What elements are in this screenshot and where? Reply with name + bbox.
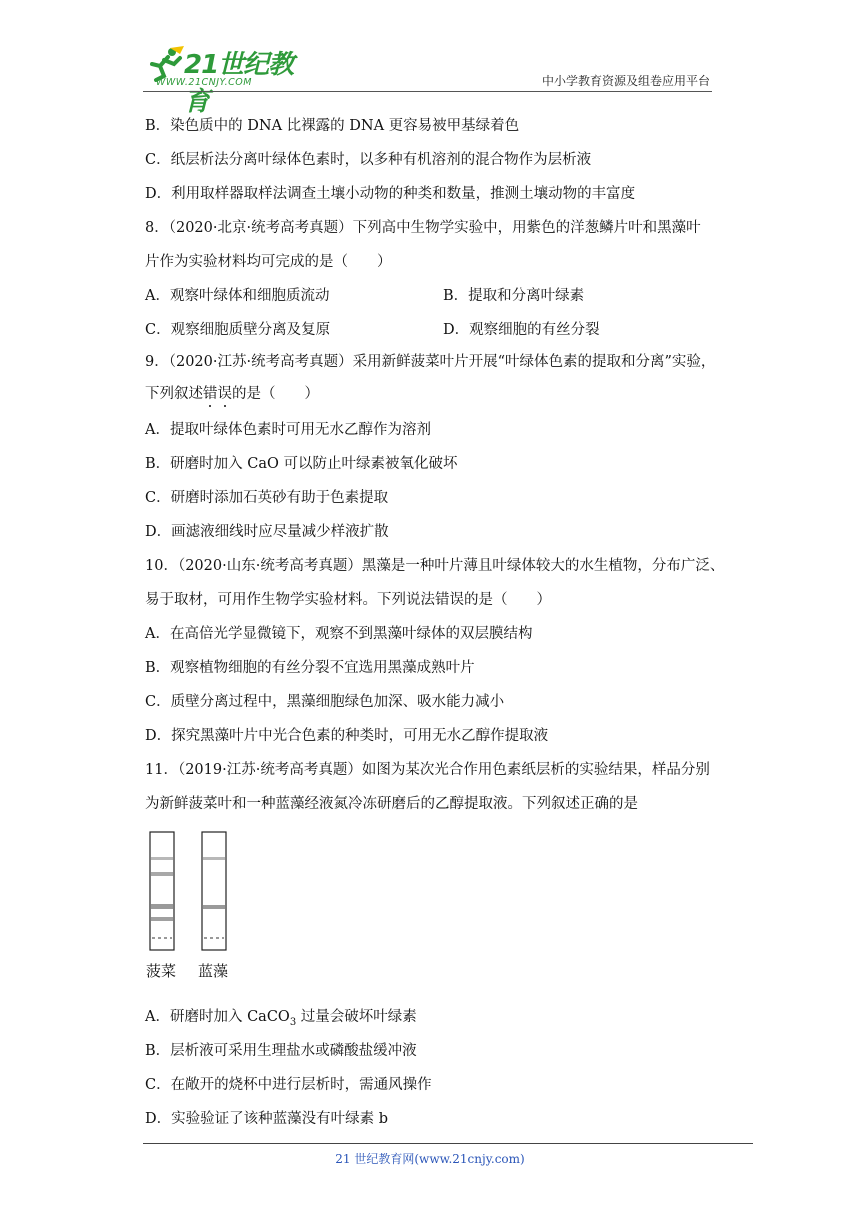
q8-option-b: B．提取和分离叶绿素 bbox=[443, 288, 585, 304]
q9-stem-prefix: 下列叙述 bbox=[145, 386, 203, 402]
q11-option-c: C．在敞开的烧杯中进行层析时，需通风操作 bbox=[145, 1077, 432, 1093]
q11-option-b: B．层析液可采用生理盐水或磷酸盐缓冲液 bbox=[145, 1043, 417, 1059]
emph-char-1: 错 bbox=[203, 386, 218, 402]
q9-option-c: C．研磨时添加石英砂有助于色素提取 bbox=[145, 490, 389, 506]
logo-url: WWW.21CNJY.COM bbox=[156, 77, 252, 88]
q7-option-c: C．纸层析法分离叶绿体色素时，以多种有机溶剂的混合物作为层析液 bbox=[145, 152, 592, 168]
cyanobacteria-strip bbox=[202, 832, 226, 950]
q11-stem-line1: 11．（2019·江苏·统考高考真题）如图为某次光合作用色素纸层析的实验结果，样品分别 bbox=[145, 762, 710, 778]
q10-option-b: B．观察植物细胞的有丝分裂不宜选用黑藻成熟叶片 bbox=[145, 660, 475, 676]
q11-a-text-end: 过量会破坏叶绿素 bbox=[296, 1009, 417, 1025]
q9-option-d: D．画滤液细线时应尽量减少样液扩散 bbox=[145, 524, 389, 540]
emph-char-2: 误 bbox=[217, 386, 232, 402]
q11-a-text: A．研磨时加入 CaCO bbox=[145, 1009, 290, 1025]
header-divider bbox=[143, 91, 712, 92]
spinach-strip bbox=[150, 832, 174, 950]
q11-option-a bbox=[145, 1007, 417, 1033]
footer-link[interactable]: 21 世纪教育网(www.21cnjy.com) bbox=[335, 1152, 525, 1166]
site-logo bbox=[142, 46, 312, 117]
platform-name: 中小学教育资源及组卷应用平台 bbox=[541, 74, 710, 88]
q9-emphasis bbox=[203, 386, 232, 402]
q11-stem-line2: 为新鲜菠菜叶和一种蓝藻经液氮冷冻研磨后的乙醇提取液。下列叙述正确的是 bbox=[145, 796, 638, 812]
q9-stem-line2 bbox=[145, 384, 319, 404]
q7-option-b: B．染色质中的 DNA 比裸露的 DNA 更容易被甲基绿着色 bbox=[145, 118, 520, 134]
q10-option-d: D．探究黑藻叶片中光合色素的种类时，可用无水乙醇作提取液 bbox=[145, 728, 549, 744]
q9-option-b: B．研磨时加入 CaO 可以防止叶绿素被氧化破坏 bbox=[145, 456, 458, 472]
cyanobacteria-label: 蓝藻 bbox=[198, 962, 229, 980]
q8-stem-line1: 8．（2020·北京·统考高考真题）下列高中生物学实验中，用紫色的洋葱鳞片叶和黑藻叶 bbox=[145, 220, 701, 236]
q9-stem-line1: 9．（2020·江苏·统考高考真题）采用新鲜菠菜叶片开展“叶绿体色素的提取和分离”实验， bbox=[145, 354, 716, 370]
page-header bbox=[0, 0, 860, 117]
q8-stem-line2: 片作为实验材料均可完成的是（ ） bbox=[145, 254, 392, 270]
q8-option-a: A．观察叶绿体和细胞质流动 bbox=[145, 288, 330, 304]
q8-option-c: C．观察细胞质壁分离及复原 bbox=[145, 322, 331, 338]
chromatography-figure bbox=[142, 830, 242, 982]
q8-option-d: D．观察细胞的有丝分裂 bbox=[443, 322, 600, 338]
footer-divider bbox=[143, 1143, 753, 1144]
q9-option-a: A．提取叶绿体色素时可用无水乙醇作为溶剂 bbox=[145, 422, 431, 438]
q10-option-a: A．在高倍光学显微镜下，观察不到黑藻叶绿体的双层膜结构 bbox=[145, 626, 533, 642]
spinach-label: 菠菜 bbox=[146, 962, 177, 980]
q7-option-d: D．利用取样器取样法调查土壤小动物的种类和数量，推测土壤动物的丰富度 bbox=[145, 186, 636, 202]
q11-a-subscript: 3 bbox=[289, 1016, 297, 1028]
q10-stem-line2: 易于取材，可用作生物学实验材料。下列说法错误的是（ ） bbox=[145, 592, 551, 608]
q10-option-c: C．质壁分离过程中，黑藻细胞绿色加深、吸水能力减小 bbox=[145, 694, 505, 710]
q11-option-d: D．实验验证了该种蓝藻没有叶绿素 b bbox=[145, 1111, 389, 1127]
q10-stem-line1: 10．（2020·山东·统考高考真题）黑藻是一种叶片薄且叶绿体较大的水生植物，分布广泛、 bbox=[145, 558, 725, 574]
chromatography-strips bbox=[142, 830, 242, 955]
q9-stem-suffix: 的是（ ） bbox=[232, 386, 319, 402]
logo-text: 21世纪教育 bbox=[184, 50, 294, 117]
